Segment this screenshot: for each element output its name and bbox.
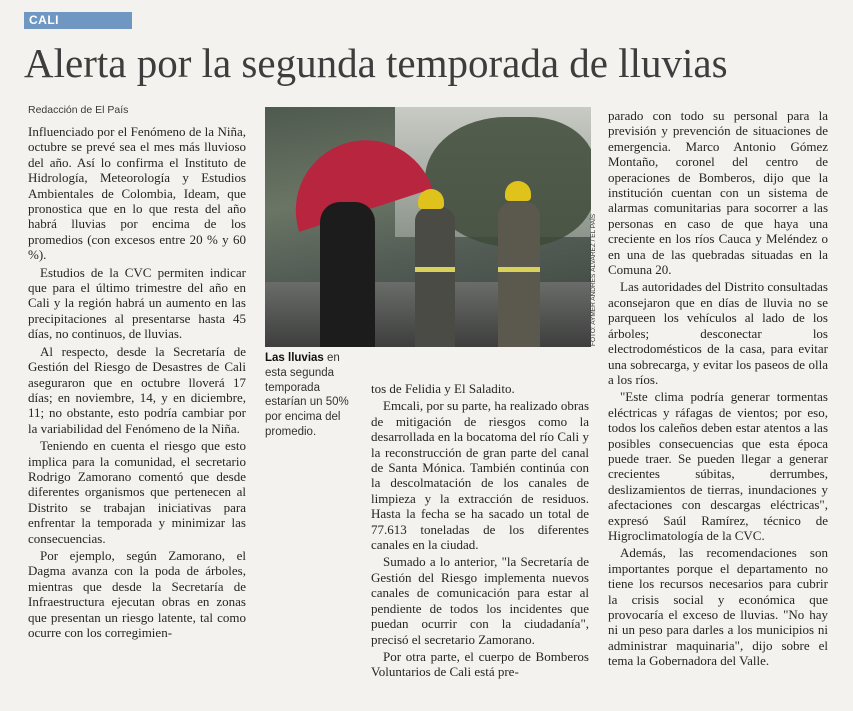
paragraph: Emcali, por su parte, ha realizado obras de mitigación de riesgos como la desarrollada en la bocatoma del río Cali y la reconstrucción de gran parte del canal de Santa Mónica. También continúa con la descolmatación de los canales de limpieza y la extracción de residuos. Hasta la fecha se ha sacado un total de 77.613 toneladas de los diferentes canales en la ciudad. xyxy=(371,398,589,553)
article-column-2 xyxy=(371,381,589,680)
photo-caption xyxy=(265,351,361,440)
paragraph: tos de Felidia y El Saladito. xyxy=(371,381,515,396)
paragraph: Al respecto, desde la Secretaría de Gestión del Riesgo de Desastres de Cali aseguraron que en octubre lloverá 17 días; en noviembre, 14, y en diciembre, 11; no obstante, esto podría cambiar por la variabilidad del Fenómeno de la Niña. xyxy=(28,343,246,436)
caption-text: en esta segunda temporada estarían un 50% por encima del promedio. xyxy=(265,352,349,438)
news-photo xyxy=(265,107,591,347)
paragraph: Influenciado por el Fenómeno de la Niña, octubre se prevé sea el mes más lluvioso del año. Así lo confirma el Instituto de Hidrología, Meteorología y Estudios Ambientales de Colombia, Ideam, que pronostica que en lo que resta del año habrá lluvias por encima de los promedios (con excesos entre 20 % y 60 %). xyxy=(28,124,246,263)
headline: Alerta por la segunda temporada de lluvias xyxy=(24,40,728,86)
article-column-3 xyxy=(608,108,828,669)
byline: Redacción de El País xyxy=(28,104,129,116)
paragraph: Teniendo en cuenta el riesgo que esto implica para la comunidad, el secretario Rodrigo Zamorano comentó que desde diferentes organismos que pertenecen al Distrito se trabajan iniciativas para enfrentar la temporada y minimizar las consecuencias. xyxy=(28,438,246,546)
paragraph: parado con todo su personal para la previsión y prevención de situaciones de emergencia. Marco Antonio Gómez Montaño, coronel del centro de operaciones de Bomberos, dijo que la institución cuentan con un sistema de alarmas comunitarias para socorrer a las personas en caso de que haya una creciente en los ríos Cauca y Meléndez o en una de las quebradas situadas en la Comuna 20. xyxy=(608,108,828,278)
section-tag: CALI xyxy=(24,12,132,29)
paragraph: Por otra parte, el cuerpo de Bomberos Voluntarios de Cali está pre- xyxy=(371,648,589,680)
paragraph: Por ejemplo, según Zamorano, el Dagma avanza con la poda de árboles, mientras que desde la Secretaría de Infraestructura ejecutan obras en zonas que presentan un riesgo latente, tal como ocurre con los corregimien- xyxy=(28,547,246,640)
paragraph: Además, las recomendaciones son importantes porque el departamento no tiene los recursos necesarios para cubrir la crisis social y económica que provocaría el exceso de lluvias. "No hay ni un peso para darles a los municipios ni administrar maquinaria", dijo sobre el tema la Gobernadora del Valle. xyxy=(608,545,828,669)
caption-lead: Las lluvias xyxy=(265,352,324,364)
paragraph: "Este clima podría generar tormentas eléctricas y ráfagas de vientos; por eso, todos los caleños deben estar atentos a las posibles consecuencias que esta época puede traer. Se pueden llegar a generar crecientes súbitas, derrumbes, deslizamientos de tierras, inundaciones y afectaciones con descargas eléctricas", expresó Saúl Ramírez, técnico de Higroclimatología de la CVC. xyxy=(608,389,828,543)
paragraph: Las autoridades del Distrito consultadas aconsejaron que en días de lluvia no se parqueen los vehículos al lado de los árboles; desconectar los electrodomésticos de la casa, para evitar una sobrecarga, y evitar los paseos de olla a los ríos. xyxy=(608,279,828,387)
paragraph: Estudios de la CVC permiten indicar que para el último trimestre del año en Cali y la región habrá un aumento en las precipitaciones al presentarse hasta 45 días, no continuos, de lluvias. xyxy=(28,264,246,342)
photo-credit: FOTO: AYMER ANDRÉS ÁLVAREZ / EL PAÍS xyxy=(590,213,597,346)
article-column-1 xyxy=(28,124,246,640)
paragraph: Sumado a lo anterior, "la Secretaría de Gestión del Riesgo implementa nuevos canales de comunicación para estar al pendiente de todos los incidentes que puedan ocurrir con la ciudadanía", precisó el secretario Zamorano. xyxy=(371,554,589,647)
